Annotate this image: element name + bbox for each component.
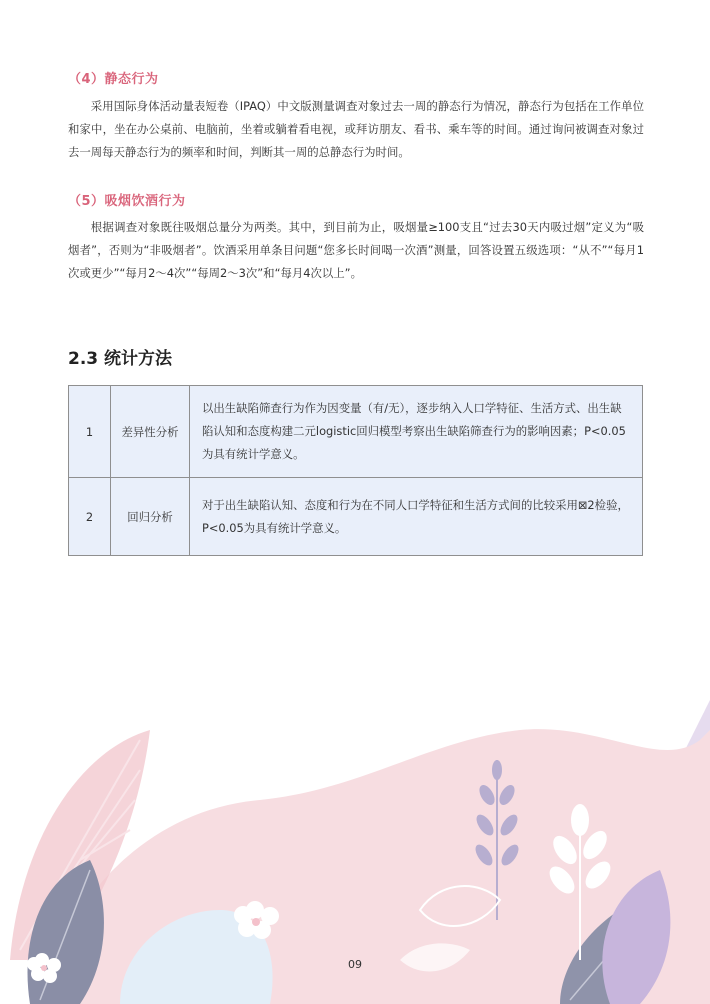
section-heading-sedentary: （4）静态行为 [68,72,159,87]
floral-decoration [0,660,710,1004]
table-row [69,478,643,556]
method-name: 回归分析 [111,478,190,556]
stats-methods-table [68,385,643,556]
row-number: 2 [69,478,111,556]
paragraph-smoking: 根据调查对象既往吸烟总量分为两类。其中，到目前为止，吸烟量≥100支且“过去30天内吸过烟”定义为“吸烟者”，否则为“非吸烟者”。饮酒采用单条目问题“您多长时间喝一次酒”测量，回答设置五级选项：“从不”“每月1次或更少”“每月2～4次”“每周2～3次”和“每月4次以上”。 [68,220,644,280]
paragraph-sedentary: 采用国际身体活动量表短卷（IPAQ）中文版测量调查对象过去一周的静态行为情况，静态行为包括在工作单位和家中，坐在办公桌前、电脑前，坐着或躺着看电视，或拜访朋友、看书、乘车等的时间。通过询问被调查对象过去一周每天静态行为的频率和时间，判断其一周的总静态行为时间。 [68,99,644,159]
method-description: 对于出生缺陷认知、态度和行为在不同人口学特征和生活方式间的比较采用⊠2检验，P<0.05为具有统计学意义。 [190,478,643,556]
page-title: 2.3 统计方法 [68,349,173,369]
method-name: 差异性分析 [111,386,190,478]
row-number: 1 [69,386,111,478]
section-heading-smoking: （5）吸烟饮酒行为 [68,194,186,209]
method-description: 以出生缺陷筛查行为作为因变量（有/无），逐步纳入人口学特征、生活方式、出生缺陷认知和态度构建二元logistic回归模型考察出生缺陷筛查行为的影响因素；P<0.05为具有统计学意义。 [190,386,643,478]
table-row [69,386,643,478]
page-number: 09 [348,958,362,971]
